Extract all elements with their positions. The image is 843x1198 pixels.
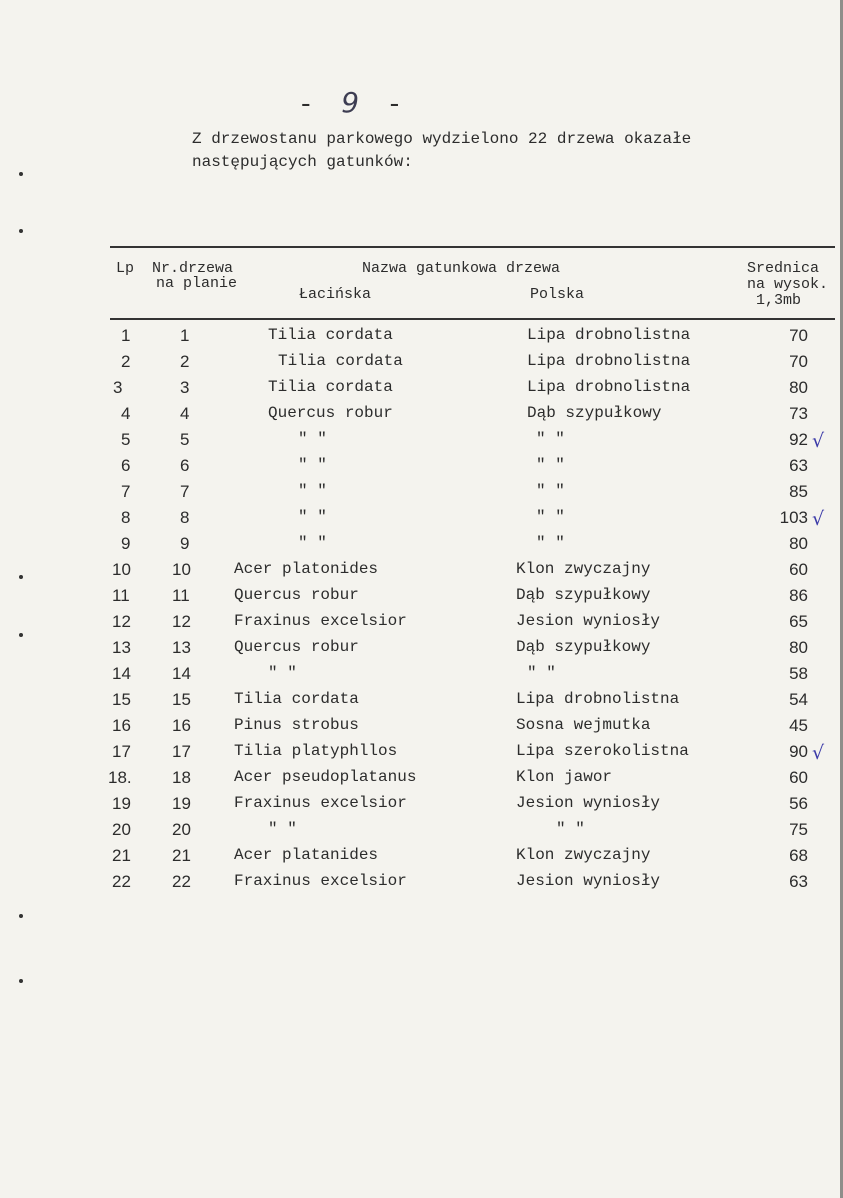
cell-nr: 8 xyxy=(180,508,190,527)
table-row xyxy=(0,508,843,534)
cell-polish: Lipa drobnolistna xyxy=(527,378,691,396)
check-mark: √ xyxy=(812,508,825,530)
cell-diameter: 80 xyxy=(789,534,808,553)
cell-latin: " " xyxy=(298,482,327,500)
table-row xyxy=(0,430,843,456)
cell-diameter: 90 xyxy=(789,742,808,761)
cell-diameter: 80 xyxy=(789,638,808,657)
cell-diameter: 80 xyxy=(789,378,808,397)
header-lp: Lp xyxy=(116,260,135,277)
cell-latin: Quercus robur xyxy=(268,404,393,422)
cell-latin: Quercus robur xyxy=(234,638,359,656)
cell-diameter: 60 xyxy=(789,560,808,579)
cell-diameter: 58 xyxy=(789,664,808,683)
cell-nr: 11 xyxy=(172,586,190,605)
table-row xyxy=(0,664,843,690)
cell-polish: Dąb szypułkowy xyxy=(527,404,662,422)
cell-lp: 14 xyxy=(112,664,131,683)
table-row xyxy=(0,560,843,586)
cell-latin: " " xyxy=(298,456,327,474)
cell-polish: Jesion wyniosły xyxy=(516,872,661,890)
cell-lp: 10 xyxy=(112,560,131,579)
cell-nr: 15 xyxy=(172,690,191,709)
cell-diameter: 45 xyxy=(789,716,808,735)
cell-latin: " " xyxy=(298,534,327,552)
cell-lp: 12 xyxy=(112,612,131,631)
cell-latin: Acer pseudoplatanus xyxy=(234,768,417,786)
check-mark: √ xyxy=(812,430,825,452)
cell-polish: Lipa drobnolistna xyxy=(516,690,680,708)
cell-nr: 6 xyxy=(180,456,190,475)
binder-hole-mark xyxy=(19,979,23,983)
table-row xyxy=(0,352,843,378)
cell-diameter: 70 xyxy=(789,352,808,371)
table-row xyxy=(0,794,843,820)
table-row xyxy=(0,456,843,482)
cell-nr: 13 xyxy=(172,638,191,657)
cell-diameter: 75 xyxy=(789,820,808,839)
table-row xyxy=(0,404,843,430)
cell-nr: 2 xyxy=(180,352,190,371)
table-row xyxy=(0,846,843,872)
cell-polish: " " xyxy=(556,820,585,838)
cell-nr: 20 xyxy=(172,820,191,839)
cell-latin: " " xyxy=(298,508,327,526)
cell-diameter: 85 xyxy=(789,482,808,501)
header-nr-line-1: Nr.drzewa xyxy=(152,260,234,277)
cell-lp: 5 xyxy=(121,430,131,449)
cell-latin: Acer platanides xyxy=(234,846,379,864)
cell-latin: Acer platonides xyxy=(234,560,379,578)
cell-nr: 19 xyxy=(172,794,191,813)
cell-polish: Klon zwyczajny xyxy=(516,846,651,864)
cell-polish: " " xyxy=(536,456,565,474)
cell-diameter: 92 xyxy=(789,430,808,449)
cell-diameter: 63 xyxy=(789,872,808,891)
cell-lp: 6 xyxy=(121,456,131,475)
cell-nr: 21 xyxy=(172,846,191,865)
cell-latin: Tilia platyphllos xyxy=(234,742,398,760)
cell-lp: 7 xyxy=(121,482,131,501)
cell-lp: 9 xyxy=(121,534,131,553)
cell-lp: 3 xyxy=(113,378,123,397)
cell-polish: " " xyxy=(527,664,556,682)
cell-diameter: 70 xyxy=(789,326,808,345)
cell-diameter: 86 xyxy=(789,586,808,605)
table-row xyxy=(0,612,843,638)
header-polish: Polska xyxy=(530,286,585,303)
binder-hole-mark xyxy=(19,172,23,176)
cell-polish: " " xyxy=(536,534,565,552)
table-row xyxy=(0,690,843,716)
cell-polish: Sosna wejmutka xyxy=(516,716,651,734)
intro-line-2: następujących gatunków: xyxy=(192,153,413,171)
cell-lp: 20 xyxy=(112,820,131,839)
cell-nr: 12 xyxy=(172,612,191,631)
cell-lp: 21 xyxy=(112,846,131,865)
binder-hole-mark xyxy=(19,914,23,918)
table-header-rule xyxy=(110,318,835,320)
cell-lp: 15 xyxy=(112,690,131,709)
cell-latin: Tilia cordata xyxy=(268,326,393,344)
cell-lp: 2 xyxy=(121,352,131,371)
cell-latin: Tilia cordata xyxy=(234,690,359,708)
cell-lp: 16 xyxy=(112,716,131,735)
cell-nr: 17 xyxy=(172,742,191,761)
cell-nr: 7 xyxy=(180,482,190,501)
cell-polish: Jesion wyniosły xyxy=(516,794,661,812)
cell-latin: Tilia cordata xyxy=(268,378,393,396)
table-row xyxy=(0,768,843,794)
header-diameter-line-2: na wysok. xyxy=(747,276,829,293)
table-row xyxy=(0,638,843,664)
cell-lp: 22 xyxy=(112,872,131,891)
page-number-value: 9 xyxy=(341,86,366,119)
cell-lp: 13 xyxy=(112,638,131,657)
cell-diameter: 60 xyxy=(789,768,808,787)
header-diameter-line-3: 1,3mb xyxy=(756,292,802,309)
table-row xyxy=(0,820,843,846)
cell-lp: 17 xyxy=(112,742,131,761)
cell-nr: 1 xyxy=(180,326,190,345)
cell-nr: 22 xyxy=(172,872,191,891)
page-number: - 9 - xyxy=(298,86,409,120)
cell-latin: Fraxinus excelsior xyxy=(234,794,407,812)
table-row xyxy=(0,716,843,742)
cell-lp: 19 xyxy=(112,794,131,813)
cell-polish: Jesion wyniosły xyxy=(516,612,661,630)
cell-diameter: 103 xyxy=(779,508,808,527)
cell-nr: 18 xyxy=(172,768,191,787)
cell-nr: 14 xyxy=(172,664,191,683)
cell-diameter: 54 xyxy=(789,690,808,709)
cell-polish: Dąb szypułkowy xyxy=(516,586,651,604)
table-row xyxy=(0,326,843,352)
cell-lp: 18. xyxy=(108,768,132,787)
table-row xyxy=(0,586,843,612)
cell-nr: 3 xyxy=(180,378,190,397)
cell-lp: 1 xyxy=(121,326,131,345)
cell-latin: " " xyxy=(268,820,297,838)
cell-nr: 4 xyxy=(180,404,190,423)
cell-lp: 4 xyxy=(121,404,131,423)
cell-polish: " " xyxy=(536,508,565,526)
cell-latin: " " xyxy=(268,664,297,682)
cell-latin: Quercus robur xyxy=(234,586,359,604)
cell-lp: 8 xyxy=(121,508,131,527)
cell-lp: 11 xyxy=(112,586,130,605)
cell-polish: " " xyxy=(536,482,565,500)
cell-latin: Tilia cordata xyxy=(278,352,403,370)
header-name-group: Nazwa gatunkowa drzewa xyxy=(362,260,561,277)
cell-polish: Lipa szerokolistna xyxy=(516,742,689,760)
binder-hole-mark xyxy=(19,229,23,233)
table-row xyxy=(0,742,843,768)
header-latin: Łacińska xyxy=(299,286,372,303)
cell-diameter: 73 xyxy=(789,404,808,423)
table-top-rule xyxy=(110,246,835,248)
cell-latin: " " xyxy=(298,430,327,448)
cell-nr: 9 xyxy=(180,534,190,553)
cell-diameter: 65 xyxy=(789,612,808,631)
table-row xyxy=(0,378,843,404)
intro-line-1: Z drzewostanu parkowego wydzielono 22 drzewa okazałe xyxy=(192,130,692,148)
cell-diameter: 56 xyxy=(789,794,808,813)
cell-latin: Fraxinus excelsior xyxy=(234,872,407,890)
cell-polish: Klon jawor xyxy=(516,768,613,786)
cell-nr: 16 xyxy=(172,716,191,735)
table-row xyxy=(0,482,843,508)
header-diameter-line-1: Srednica xyxy=(747,260,820,277)
table-row xyxy=(0,534,843,560)
cell-polish: Lipa drobnolistna xyxy=(527,326,691,344)
check-mark: √ xyxy=(812,742,825,764)
cell-polish: " " xyxy=(536,430,565,448)
table-row xyxy=(0,872,843,898)
cell-nr: 5 xyxy=(180,430,190,449)
cell-nr: 10 xyxy=(172,560,191,579)
cell-diameter: 63 xyxy=(789,456,808,475)
cell-polish: Klon zwyczajny xyxy=(516,560,651,578)
header-nr-line-2: na planie xyxy=(156,275,238,292)
cell-diameter: 68 xyxy=(789,846,808,865)
cell-latin: Pinus strobus xyxy=(234,716,359,734)
cell-polish: Lipa drobnolistna xyxy=(527,352,691,370)
cell-polish: Dąb szypułkowy xyxy=(516,638,651,656)
intro-paragraph xyxy=(192,128,691,174)
cell-latin: Fraxinus excelsior xyxy=(234,612,407,630)
